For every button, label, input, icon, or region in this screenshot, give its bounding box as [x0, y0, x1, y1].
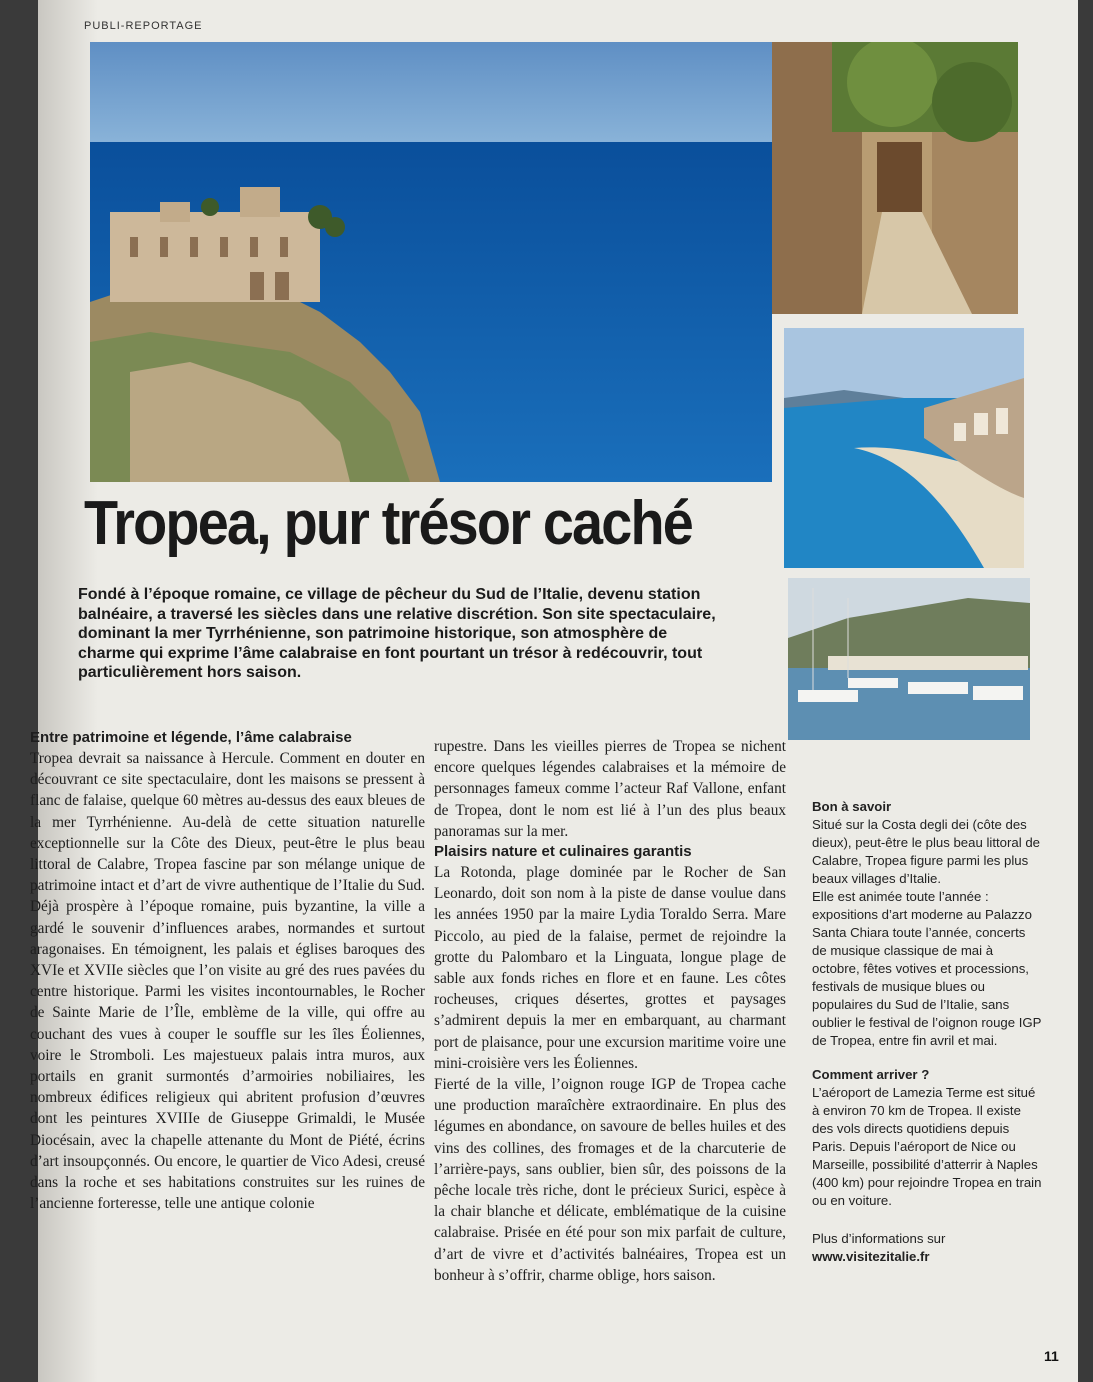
section2-paragraph-2: Fierté de la ville, l’oignon rouge IGP de Tropea cache une production maraîchère extraordinaire. En plus des légumes en abondance, on savoure de belles huiles et des vins des collines, des fromages et de la charcuterie de l’arrière-pays, sans oublier, bien sûr, des poissons de la pêche locale très riche, dont le précieux Surici, espèce à la chair blanche et délicate, emblématique de la cuisine calabraise. Prisée en été pour son mix parfait de culture, d’art de vivre et d’activités balnéaires, Tropea est un bonheur à s’offrir, charme oblige, hors saison. — [434, 1076, 786, 1284]
section1-continuation: rupestre. Dans les vieilles pierres de Tropea se nichent encore quelques légendes calabraises et la mémoire de personnages fameux comme l’acteur Raf Vallone, enfant de Tropea, dont le nom est lié à l’un des plus beaux panoramas sur la mer. — [434, 738, 786, 840]
bon-a-savoir-p2: Elle est animée toute l’année : expositions d’art moderne au Palazzo Santa Chiara toute l’année, concerts de musique classique de mai à octobre, fêtes votives et processions, festivals de musique blues ou populaires du Sud de l’Italie, sans oublier le festival de l’oignon rouge IGP de Tropea, entre fin avril et mai. — [812, 889, 1042, 1048]
bon-a-savoir-heading: Bon à savoir — [812, 799, 892, 814]
photo-beach-coastline — [784, 328, 1024, 568]
section2-paragraph-1: La Rotonda, plage dominée par le Rocher de San Leonardo, doit son nom à la piste de danse voulue dans les années 1950 par la maire Lydia Toraldo Serra. Mare Piccolo, au pied de la falaise, permet de rejoindre la grotte du Palombaro et la Linguata, longue plage de sable aux fonds riches en flore et en faune. Les côtes rocheuses, criques désertes, grottes et paysages s’admirent depuis la mer en embarquant, au charmant port de plaisance, pour une excursion maritime voire une mini-croisière vers les Éoliennes. — [434, 864, 786, 1072]
comment-arriver-text: L’aéroport de Lamezia Terme est situé à environ 70 km de Tropea. Il existe des vols directs quotidiens depuis Paris. Depuis l’aéroport de Nice ou Marseille, possibilité d’atterrir à Naples (400 km) pour rejoindre Tropea en train ou en voiture. — [812, 1085, 1042, 1208]
bon-a-savoir-p1: Situé sur la Costa degli dei (côte des dieux), peut-être le plus beau littoral de Calabre, Tropea figure parmi les plus beaux villages d’Italie. — [812, 817, 1040, 886]
section1-heading: Entre patrimoine et légende, l’âme calabraise — [30, 729, 352, 746]
photo-marina-harbour — [788, 578, 1030, 740]
sidebar-info-box — [812, 798, 1042, 1266]
section-rubric: PUBLI-REPORTAGE — [84, 20, 203, 32]
article-lede: Fondé à l’époque romaine, ce village de pêcheur du Sud de l’Italie, devenu station balnéaire, a traversé les siècles dans une relative discrétion. Son site spectaculaire, dominant la mer Tyrrhénienne, son patrimoine historique, son atmosphère de charme qui exprime l’âme calabraise en font pourtant un trésor à redécouvrir, tout particulièrement hors saison. — [78, 586, 716, 681]
section2-heading: Plaisirs nature et culinaires garantis — [434, 843, 692, 861]
comment-arriver-heading: Comment arriver ? — [812, 1067, 930, 1082]
more-info-label: Plus d’informations sur — [812, 1231, 946, 1246]
column-left — [30, 728, 425, 1214]
page-number: 11 — [1044, 1348, 1059, 1364]
section1-text: Tropea devrait sa naissance à Hercule. Comment en douter en découvrant ce site spectaculaire, dont les maisons se pressent à flanc de falaise, quelque 60 mètres au-dessus des eaux bleues de la mer Tyrrhénienne. Au-delà de cette situation naturelle exceptionnelle sur la Côte des Dieux, peut-être le plus beau littoral de Calabre, Tropea fascine par son mélange unique de patrimoine intact et d’art de vivre authentique de l’Italie du Sud. Déjà prospère à l’époque romaine, puis byzantine, la ville a gardé le souvenir d’influences arabes, normandes et surtout aragonaises. En témoignent, les palais et églises baroques des XVIe et XVIIe siècles que l’on visite au gré des rues pavées du centre historique. Parmi les visites incontournables, le Rocher de Sainte Marie de l’Île, emblème de la ville, qui offre au couchant des vues à couper le souffle sur les îles Éoliennes, voire le Stromboli. Les majestueux palais intra muros, aux portails en granit surmontés d’armoiries nobiliaires, les nombreux édifices religieux qui abritent profusion d’œuvres dont les peintures XVIIIe de Giuseppe Grimaldi, le Musée Diocésain, avec la chapelle attenante du Mont de Piété, écrins d’art insoupçonnés. Ou encore, le quartier de Vico Adesi, creusé dans la roche et ses habitations construites sur les ruines de l’ancienne forteresse, telle une antique colonie — [30, 750, 425, 1213]
more-info-url[interactable]: www.visitezitalie.fr — [812, 1249, 930, 1264]
main-photo-sanctuary-cliff — [90, 42, 772, 482]
photo-stone-alley — [772, 42, 1018, 314]
column-middle — [434, 736, 786, 1286]
article-title: Tropea, pur trésor caché — [84, 489, 693, 558]
